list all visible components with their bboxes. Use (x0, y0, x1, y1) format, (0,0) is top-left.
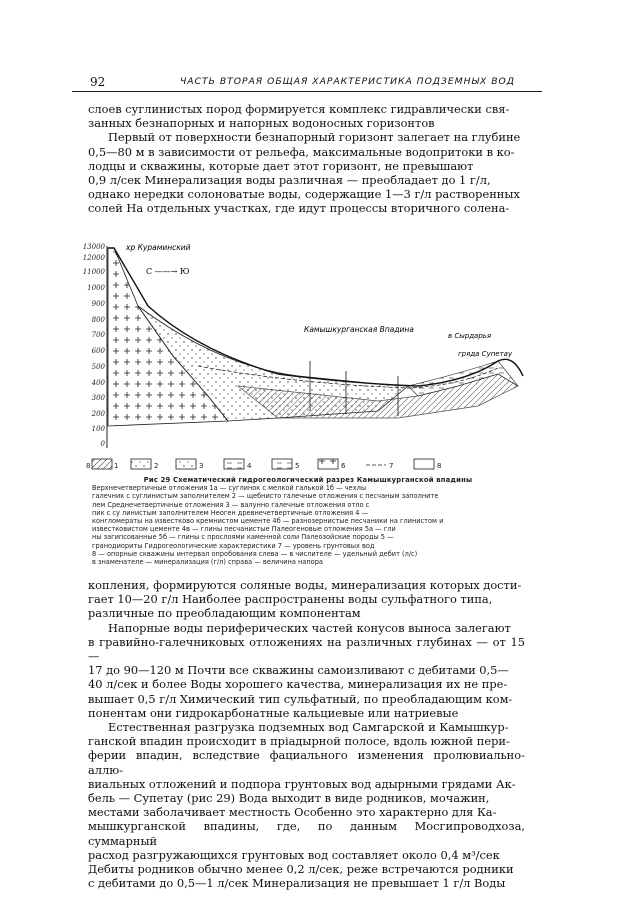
y-tick: 0 (100, 440, 105, 448)
caption-title: Рис 29 Схематический гидрогеологический разрез Камышкурганской впадины (143, 476, 473, 484)
text-line: с дебитами до 0,5—1 л/сек Минерализация не превышает 1 г/л Воды (88, 876, 506, 891)
text-line: понентам они гидрокарбонатные кальциевые или натриевые (88, 705, 459, 720)
legend-number: 8 (86, 462, 91, 470)
river-label: в Сырдарья (448, 332, 492, 340)
text-line: ферии впадин, вследствие фациального изменения пролювиально-аллю- (88, 748, 525, 777)
y-tick: 11000 (82, 268, 105, 276)
top-paragraphs (88, 102, 525, 216)
y-tick: 100 (91, 425, 105, 433)
text-line: Дебиты родников обычно менее 0,2 л/сек, реже встречаются родники (88, 862, 514, 877)
text-line: однако нередки солоноватые воды, содержащие 1—3 г/л растворенных (88, 187, 520, 202)
y-tick: 800 (91, 316, 105, 324)
legend-number: 3 (199, 462, 204, 470)
caption-line: известковистом цементе 4в — глины песчанистые Палеогеновые отложения 5а — гли (92, 525, 396, 534)
text-line: 0,9 л/сек Минерализация воды различная — преобладает до 1 г/л, (88, 173, 491, 188)
text-line: 17 до 90—120 м Почти все скважины самоизливают с дебитами 0,5— (88, 663, 509, 678)
y-tick: 600 (91, 347, 105, 355)
text-line: мышкурганской впадины, где, по данным Мосгипроводхоза, суммарный (88, 819, 525, 848)
text-line: местами заболачивает местность Особенно это характерно для Ка- (88, 805, 497, 820)
text-line: Напорные воды периферических частей конусов выноса залегают (108, 620, 511, 635)
text-line: Естественная разгрузка подземных вод Самгарской и Камышкур- (108, 720, 509, 735)
figure-legend (86, 456, 526, 472)
text-line: 40 л/сек и более Воды хорошего качества, минерализация их не пре- (88, 677, 508, 692)
legend-number: 8 (437, 462, 442, 470)
ridge-label: гряда Супетау (458, 350, 513, 358)
text-line: различные по преобладающим компонентам (88, 606, 361, 621)
valley-label: Камышкурганская Впадина (304, 325, 414, 334)
text-line: расход разгружающихся грунтовых вод составляет около 0,4 м³/сек (88, 847, 500, 862)
direction-label: С ——→ Ю (146, 267, 190, 276)
y-tick: 200 (91, 410, 105, 418)
y-tick: 700 (91, 331, 105, 339)
text-line: виальных отложений и подпора грунтовых вод адырными грядами Ак- (88, 776, 516, 791)
caption-line: лем Среднечетвертичные отложения 3 — валунно галечные отложения отло с (92, 500, 370, 509)
cross-section-figure (78, 236, 538, 458)
caption-line: 8 — опорные скважины интервал опробования слева — в числителе — удельный дебит (л/с) (92, 549, 418, 558)
running-header (72, 73, 542, 92)
caption-line: в знаменателе — минерализация (г/л) справа — величина напора (92, 558, 323, 567)
text-line: занных безнапорных и напорных водоносных горизонтов (88, 116, 435, 131)
legend-number: 7 (389, 462, 394, 470)
text-line: ганской впадин происходит в прiадырной полосе, вдоль южной пери- (88, 734, 510, 749)
y-tick: 1000 (87, 284, 105, 292)
caption-line: конгломераты на известково кремнистом цементе 4б — разнозернистые песчаники на глинистом и (92, 517, 444, 526)
text-line: слоев суглинистых пород формируется комплекс гидравлически свя- (88, 102, 510, 116)
text-line: солей На отдельных участках, где идут процессы вторичного соленa- (88, 201, 510, 216)
y-tick: 300 (91, 394, 105, 402)
y-tick: 400 (91, 379, 105, 387)
legend-number: 4 (247, 462, 252, 470)
caption-line: гранодиориты Гидрогеологические характеристики 7 — уровень грунтовых вод (92, 541, 375, 550)
caption-line: Верхнечетвертичные отложения 1а — суглинок с мелкой галькой 1б — чехлы (92, 484, 367, 493)
text-line: Первый от поверхности безнапорный горизонт залегает на глубине (108, 130, 521, 145)
y-tick: 13000 (82, 243, 105, 251)
page-number: 92 (90, 75, 106, 89)
y-tick-labels (83, 243, 106, 448)
y-tick: 12000 (82, 254, 105, 262)
y-tick: 500 (91, 363, 105, 371)
text-line: лодцы и скважины, которые дает этот горизонт, не превышают (88, 158, 474, 173)
bottom-paragraphs (88, 578, 525, 890)
legend-number: 2 (154, 462, 159, 470)
text-line: гает 10—20 г/л Наиболее распространены воды сульфатного типа, (88, 592, 493, 607)
text-line: в гравийно-галечниковых отложениях на различных глубинах — от 15— (88, 634, 525, 664)
legend-number: 6 (341, 462, 346, 470)
text-line: бель — Супетау (рис 29) Вода выходит в виде родников, мочажин, (88, 791, 490, 806)
y-tick: 900 (91, 300, 105, 308)
text-line: вышает 0,5 г/л Химический тип сульфатный, по преобладающим ком- (88, 691, 513, 706)
legend-number: 5 (295, 462, 300, 470)
text-line: 0,5—80 м в зависимости от рельефа, максимальные водопритоки в ко- (88, 144, 515, 159)
text-line: копления, формируются соляные воды, минерализация которых дости- (88, 578, 522, 592)
caption-line: галечник с суглинистым заполнителем 2 — щебнисто галечные отложения с песчаным заполните (92, 492, 439, 501)
legend-number: 1 (114, 462, 119, 470)
summit-label: хр Кураминский (126, 243, 191, 252)
figure-caption (92, 476, 524, 566)
caption-line: пик с су линистым заполнителем Неоген древнечетвертичные отложения 4 — (92, 508, 369, 517)
caption-line: ны загипсованные 5б — глины с прослоями каменной соли Палеозойские породы 5 — (92, 533, 394, 542)
running-title: ЧАСТЬ ВТОРАЯ ОБЩАЯ ХАРАКТЕРИСТИКА ПОДЗЕМНЫХ ВОД (180, 76, 515, 87)
